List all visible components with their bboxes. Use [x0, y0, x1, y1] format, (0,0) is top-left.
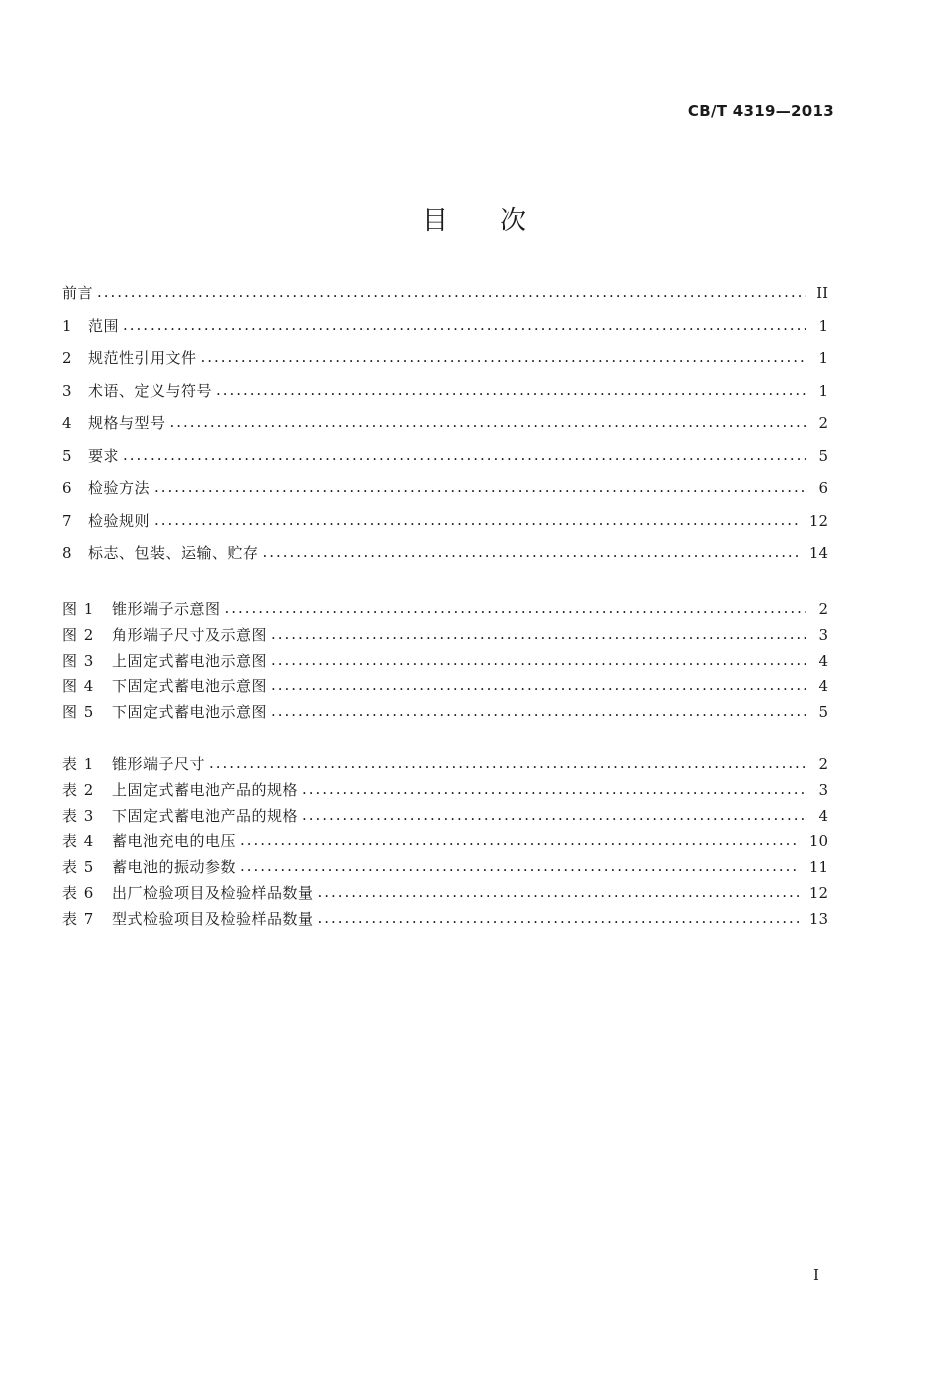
toc-page: 4 — [818, 677, 828, 696]
toc-label: 下固定式蓄电池产品的规格 — [112, 806, 299, 825]
leader-dots — [216, 381, 806, 396]
toc-page: II — [816, 284, 828, 302]
toc-label: 规范性引用文件 — [88, 349, 197, 367]
toc-label: 范围 — [88, 316, 120, 335]
toc-label: 检验规则 — [88, 511, 151, 530]
figure-prefix: 图 5 — [62, 703, 95, 722]
table-prefix: 表 4 — [62, 832, 95, 851]
leader-dots — [302, 806, 806, 821]
toc-num: 3 — [62, 381, 72, 400]
toc-entry-7[interactable] — [62, 510, 828, 543]
leader-dots — [263, 543, 799, 558]
leader-dots — [97, 283, 806, 298]
toc-label: 术语、定义与符号 — [88, 381, 213, 400]
leader-dots — [240, 831, 799, 846]
toc-label: 规格与型号 — [88, 414, 166, 432]
leader-dots — [240, 857, 799, 872]
toc-num: 4 — [62, 414, 72, 432]
toc-label: 标志、包装、运输、贮存 — [88, 544, 259, 562]
toc-page: 1 — [818, 349, 828, 367]
toc-label: 要求 — [88, 446, 120, 465]
toc-label: 型式检验项目及检验样品数量 — [112, 909, 314, 928]
leader-dots — [154, 511, 799, 526]
toc-main-sections — [62, 282, 828, 575]
toc-page: 1 — [818, 381, 828, 400]
toc-page: 3 — [818, 625, 828, 644]
toc-label: 出厂检验项目及检验样品数量 — [112, 883, 314, 902]
toc-table-5[interactable] — [62, 856, 828, 882]
table-prefix: 表 5 — [62, 858, 95, 877]
toc-page: 1 — [818, 316, 828, 335]
table-prefix: 表 3 — [62, 806, 95, 825]
toc-page: 5 — [818, 703, 828, 722]
toc-label: 上固定式蓄电池产品的规格 — [112, 780, 299, 799]
toc-label: 上固定式蓄电池示意图 — [112, 651, 268, 670]
toc-tables — [62, 753, 828, 934]
toc-label: 下固定式蓄电池示意图 — [112, 677, 268, 696]
toc-label: 角形端子尺寸及示意图 — [112, 625, 268, 644]
leader-dots — [302, 780, 806, 795]
figure-prefix: 图 2 — [62, 625, 95, 644]
leader-dots — [154, 478, 806, 493]
toc-label: 蓄电池的振动参数 — [112, 858, 237, 877]
table-prefix: 表 7 — [62, 909, 95, 928]
toc-page: 10 — [808, 832, 828, 851]
toc-label: 前言 — [62, 284, 94, 302]
figure-prefix: 图 1 — [62, 600, 95, 618]
table-prefix: 表 2 — [62, 780, 95, 799]
toc-entry-4[interactable] — [62, 412, 828, 445]
toc-table-6[interactable] — [62, 882, 828, 908]
table-prefix: 表 6 — [62, 883, 95, 902]
toc-label: 蓄电池充电的电压 — [112, 832, 237, 851]
toc-page: 14 — [808, 544, 828, 562]
toc-num: 2 — [62, 349, 72, 367]
toc-page: 12 — [808, 511, 828, 530]
toc-table-2[interactable] — [62, 779, 828, 805]
toc-page: 4 — [818, 806, 828, 825]
leader-dots — [271, 651, 806, 666]
toc-figure-4[interactable] — [62, 675, 828, 701]
leader-dots — [318, 909, 799, 924]
toc-table-1[interactable] — [62, 753, 828, 779]
toc-figure-2[interactable] — [62, 624, 828, 650]
toc-page: 5 — [818, 446, 828, 465]
toc-num: 5 — [62, 446, 72, 465]
toc-table-4[interactable] — [62, 830, 828, 856]
toc-entry-3[interactable] — [62, 380, 828, 413]
title-char-2: 次 — [500, 206, 529, 236]
toc-figures — [62, 598, 828, 727]
toc-entry-5[interactable] — [62, 445, 828, 478]
toc-entry-1[interactable] — [62, 315, 828, 348]
toc-label: 锥形端子尺寸 — [112, 755, 206, 773]
page-title — [0, 200, 950, 237]
toc-figure-3[interactable] — [62, 650, 828, 676]
leader-dots — [225, 599, 806, 614]
toc-table-7[interactable] — [62, 908, 828, 934]
leader-dots — [271, 625, 806, 640]
toc-figure-5[interactable] — [62, 701, 828, 727]
leader-dots — [123, 446, 806, 461]
toc-label: 检验方法 — [88, 479, 151, 497]
toc-page: 2 — [818, 414, 828, 432]
title-char-1: 目 — [421, 206, 450, 236]
leader-dots — [271, 676, 806, 691]
toc-entry-2[interactable] — [62, 347, 828, 380]
toc-page: 2 — [818, 600, 828, 618]
leader-dots — [123, 316, 806, 331]
figure-prefix: 图 4 — [62, 677, 95, 696]
toc-num: 8 — [62, 544, 72, 562]
leader-dots — [209, 754, 806, 769]
leader-dots — [170, 413, 806, 428]
toc-page: 3 — [818, 780, 828, 799]
toc-page: 6 — [818, 479, 828, 497]
leader-dots — [271, 702, 806, 717]
toc-num: 7 — [62, 511, 72, 530]
toc-page: 13 — [808, 909, 828, 928]
toc-num: 1 — [62, 316, 72, 335]
toc-entry-8[interactable] — [62, 542, 828, 575]
toc-page: 2 — [818, 755, 828, 773]
figure-prefix: 图 3 — [62, 651, 95, 670]
toc-figure-1[interactable] — [62, 598, 828, 624]
leader-dots — [201, 348, 806, 363]
toc-table-3[interactable] — [62, 805, 828, 831]
toc-entry-6[interactable] — [62, 477, 828, 510]
table-prefix: 表 1 — [62, 755, 95, 773]
toc-label: 下固定式蓄电池示意图 — [112, 703, 268, 722]
standard-code: CB/T 4319—2013 — [687, 102, 834, 120]
page-number: I — [813, 1266, 819, 1284]
toc-page: 12 — [808, 883, 828, 902]
toc-entry-foreword[interactable] — [62, 282, 828, 315]
toc-page: 4 — [818, 651, 828, 670]
toc-label: 锥形端子示意图 — [112, 600, 221, 618]
toc-page: 11 — [808, 858, 828, 877]
toc-num: 6 — [62, 479, 72, 497]
leader-dots — [318, 883, 799, 898]
